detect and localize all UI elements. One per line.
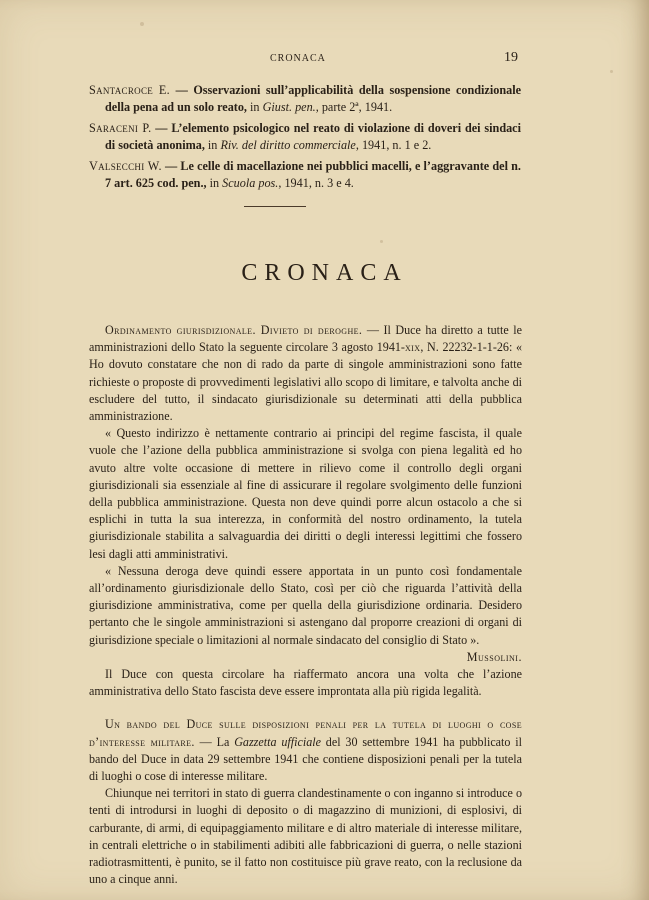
entry-in: in [246, 100, 263, 114]
entry-author: Santacroce E. [89, 83, 171, 97]
entry-journal: Scuola pos. [222, 176, 279, 190]
entry-author: Saraceni P. [89, 121, 152, 135]
article2-paragraph [89, 716, 522, 785]
entry-in: in [204, 138, 221, 152]
article2-journal: Gazzetta ufficiale [234, 734, 321, 749]
entry-journal: Riv. del diritto commerciale [220, 138, 356, 152]
entry-journal: Giust. pen. [262, 100, 316, 114]
entry-title: — Le celle di macellazione nei pubblici macelli, e l’aggravante del n. 7 art. 625 cod. pen., [105, 159, 521, 190]
article-body [89, 322, 522, 889]
article-gap [89, 700, 522, 716]
paper-stain [140, 22, 144, 26]
article1-heading: Ordinamento giurisdizionale. Divieto di deroghe. [105, 323, 363, 337]
entry-title: — L’elemento psicologico nel reato di violazione di doveri dei sindaci di società anonima, [105, 121, 521, 152]
page-number: 19 [504, 50, 518, 65]
bibliography-list [89, 82, 521, 196]
bibliography-entry [89, 82, 521, 116]
page-header [88, 50, 518, 69]
bibliography-entry [89, 120, 521, 154]
article1-p1-rest: , N. 22232-1-1-26: « Ho dovuto constatare che non di rado da parte di singole amministrazioni sono fatte richieste o proposte di provvedimenti legislativi allo scopo di limitare, e talvolta anche di escludere del tutto, il sindacato giurisdizionale su determinati atti della pubblica amministrazione. [89, 340, 522, 424]
article1-paragraph [89, 322, 522, 425]
section-title: CRONACA [241, 260, 408, 286]
entry-title: — Osservazioni sull’applicabilità della sospensione condizionale della pena ad un solo reato, [105, 83, 521, 114]
paper-stain [610, 70, 613, 73]
section-divider [244, 206, 306, 207]
entry-rest: , 1941, n. 1 e 2. [355, 138, 432, 152]
paper-stain [380, 240, 383, 243]
article1-p1-text: — Il Duce ha diretto a tutte le amministrazioni dello Stato la seguente circolare 3 agosto 1941- [89, 323, 522, 355]
signature: Mussolini. [466, 649, 522, 664]
article1-p1-year: xix [404, 340, 421, 355]
entry-in: in [206, 176, 223, 190]
entry-rest: , 1941, n. 3 e 4. [278, 176, 354, 190]
article1-paragraph: Il Duce con questa circolare ha riaffermato ancora una volta che l’azione amministrativa dello Stato fascista deve essere improntata alla più rigida legalità. [89, 667, 522, 699]
article1-paragraph: « Nessuna deroga deve quindi essere apportata in un punto così fondamentale all’ordinamento giurisdizionale dello Stato, così per ciò che riguarda l’attività della giurisdizione amministrativa, come per quella della giurisdizione ordinaria. Desidero pertanto che le singole amministrazioni si astengano dal proporre creazioni di organi di giurisdizione speciale o limitazioni al normale sindacato del consiglio di Stato ». [89, 563, 522, 647]
entry-rest: , parte 2ª, 1941. [315, 100, 393, 114]
article1-paragraph: « Questo indirizzo è nettamente contrario ai principi del regime fascista, il quale vuole che l’azione della pubblica amministrazione si svolga con piena legalità ed ho avuto altre volte occasione di mettere in rilievo come il controllo degli organi giurisdizionali sia essenziale al fine di assicurare il regolare svolgimento delle funzioni della pubblica amministrazione. Questa non deve quindi porre alcun ostacolo a che si esplichi in tutta la sua interezza, in conformità del nostro ordinamento, la tutela giurisdizionale stabilita a salvaguardia dei diritti o degli interessi legittimi che fossero lesi dagli atti amministrativi. [89, 426, 522, 561]
bibliography-entry [89, 158, 521, 192]
article2-paragraph: Chiunque nei territori in stato di guerra clandestinamente o con inganno si introduce o tenti di introdursi in luoghi di deposito o di magazzino di munizioni, di esplosivi, di carburante, di armi, di equipaggiamento militare e di altro materiale di interesse militare, in centrali elettriche o in stabilimenti adibiti alle fabbricazioni di guerra, o nelle stazioni radiotrasmittenti, è punito, se il fatto non costituisce più grave reato, con la reclusione da uno a cinque anni. [89, 786, 522, 887]
article2-p1-a: — La [194, 734, 235, 749]
article2-heading: Un bando del Duce sulle disposizioni penali per la tutela di luoghi o cose d’interesse militare. [89, 717, 522, 749]
running-title: CRONACA [270, 53, 326, 64]
entry-author: Valsecchi W. [89, 159, 162, 173]
article2-p1-b: del 30 settembre 1941 ha pubblicato il bando del Duce in data 29 settembre 1941 che contiene disposizioni penali per la tutela di luoghi o cose di interesse militare. [89, 734, 523, 784]
